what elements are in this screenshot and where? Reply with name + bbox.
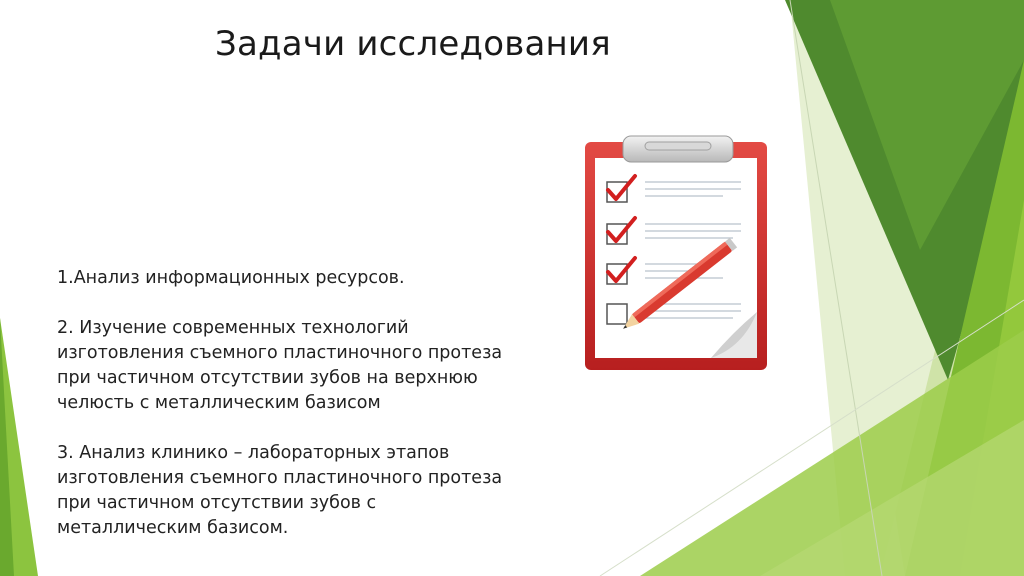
tasks-list xyxy=(57,266,517,541)
task-item-3: 3. Анализ клинико – лабораторных этапов изготовления съемного пластиночного протеза при частичном отсутствии зубов с металлическим базисом. xyxy=(57,443,503,538)
task-item-2: 2. Изучение современных технологий изготовления съемного пластиночного протеза при частичном отсутствии зубов на верхнюю челюсть с металлическим базисом xyxy=(57,318,503,413)
clipboard-checklist-icon xyxy=(583,132,773,377)
slide-title: Задачи исследования xyxy=(215,24,611,64)
checkbox-4 xyxy=(607,304,627,324)
task-item-1: 1.Анализ информационных ресурсов. xyxy=(57,268,405,288)
clip-slot xyxy=(645,142,711,150)
